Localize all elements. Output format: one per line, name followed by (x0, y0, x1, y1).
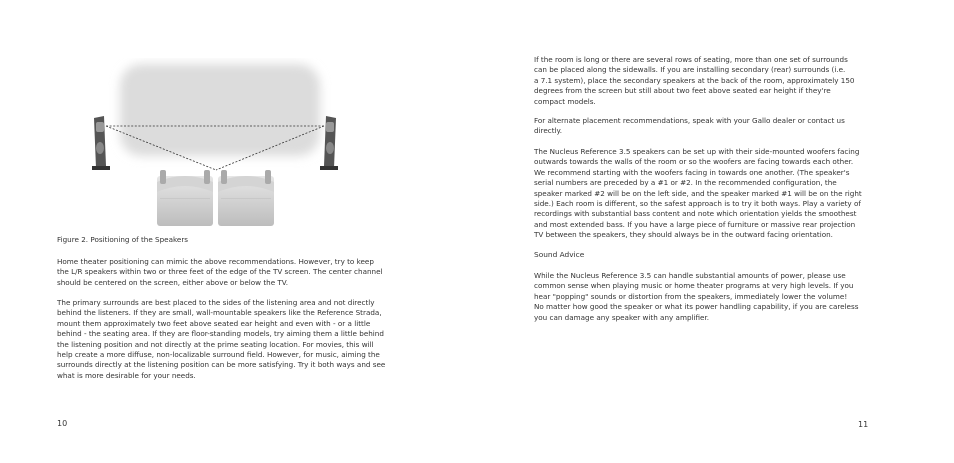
text-line: If the room is long or there are several rows of seating, more than one set of surrounds (534, 55, 848, 64)
text-line: surrounds directly at the listening position can be more satisfying. Try it both ways and see (57, 360, 386, 370)
text-line: Home theater positioning can mimic the above recommendations. However, try to keep (57, 257, 374, 266)
text-line: recordings with substantial bass content and note which orientation yields the smoothest (534, 209, 857, 219)
text-line: common sense when playing music or home theater programs at very high levels. If you (534, 281, 854, 291)
text-line: compact models. (534, 96, 596, 106)
tv-screen (120, 64, 320, 156)
text-line: For alternate placement recommendations, speak with your Gallo dealer or contact us (534, 116, 845, 125)
page-number: 10 (57, 419, 68, 428)
right-chair (218, 170, 274, 226)
text-line: We recommend starting with the woofers facing in towards one another. (The speaker's (534, 167, 850, 177)
alternate-placement-paragraph (534, 116, 845, 137)
text-line: directly. (534, 126, 563, 136)
text-line: the L/R speakers within two or three feet of the edge of the TV screen. The center channel (57, 267, 383, 277)
left-speaker (92, 116, 110, 170)
text-line: degrees from the screen but still about two feet above seated ear height if they're (534, 86, 831, 96)
sound-advice-paragraph (534, 271, 858, 323)
right-speaker (320, 116, 338, 170)
text-line: and most extended bass. If you have a large piece of furniture or massive rear projection (534, 219, 856, 229)
text-line: the listening position and not directly at the prime seating location. For movies, this will (57, 339, 374, 349)
text-line: TV between the speakers, they should always be in the outward facing orientation. (534, 230, 833, 240)
text-line: help create a more diffuse, non-localizable surround field. However, for music, aiming the (57, 350, 380, 360)
woofer-orientation-paragraph (534, 147, 862, 241)
left-chair (157, 170, 213, 226)
figure-caption: Figure 2. Positioning of the Speakers (57, 235, 189, 244)
speaker-positioning-figure (90, 58, 350, 230)
text-line: hear "popping" sounds or distortion from the speakers, immediately lower the volume! (534, 291, 848, 301)
text-line: should be centered on the screen, either above or below the TV. (57, 277, 289, 287)
text-line: behind the listeners. If they are small, wall-mountable speakers like the Reference Strada, (57, 308, 382, 318)
text-line: The primary surrounds are best placed to the sides of the listening area and not directly (57, 298, 375, 307)
page-number: 11 (858, 420, 869, 429)
text-line: outwards towards the walls of the room or so the woofers are facing towards each other. (534, 157, 854, 167)
text-line: The Nucleus Reference 3.5 speakers can be set up with their side-mounted woofers facing (534, 147, 860, 156)
text-line: you can damage any speaker with any amplifier. (534, 312, 710, 322)
primary-surrounds-paragraph (57, 298, 385, 381)
section-heading: Sound Advice (534, 250, 585, 259)
text-line: No matter how good the speaker or what its power handling capability, if you are careless (534, 302, 859, 312)
text-line: behind - the seating area. If they are floor-standing models, try aiming them a little behind (57, 329, 384, 339)
right-page (477, 0, 954, 463)
text-line: what is more desirable for your needs. (57, 370, 196, 380)
text-line: can be placed along the sidewalls. If you are installing secondary (rear) surrounds (i.e. (534, 65, 846, 75)
multiple-surrounds-paragraph (534, 55, 855, 107)
home-theater-paragraph (57, 257, 383, 288)
text-line: a 7.1 system), place the secondary speakers at the back of the room, approximately 150 (534, 75, 855, 85)
text-line: While the Nucleus Reference 3.5 can handle substantial amounts of power, please use (534, 271, 846, 280)
text-line: speaker marked #2 will be on the left side, and the speaker marked #1 will be on the right (534, 188, 862, 198)
text-line: side.) Each room is different, so the safest approach is to try it both ways. Play a variety of (534, 199, 861, 209)
text-line: serial numbers are preceded by a #1 or #2. In the recommended configuration, the (534, 178, 837, 188)
text-line: mount them approximately two feet above seated ear height and even with - or a little (57, 318, 371, 328)
